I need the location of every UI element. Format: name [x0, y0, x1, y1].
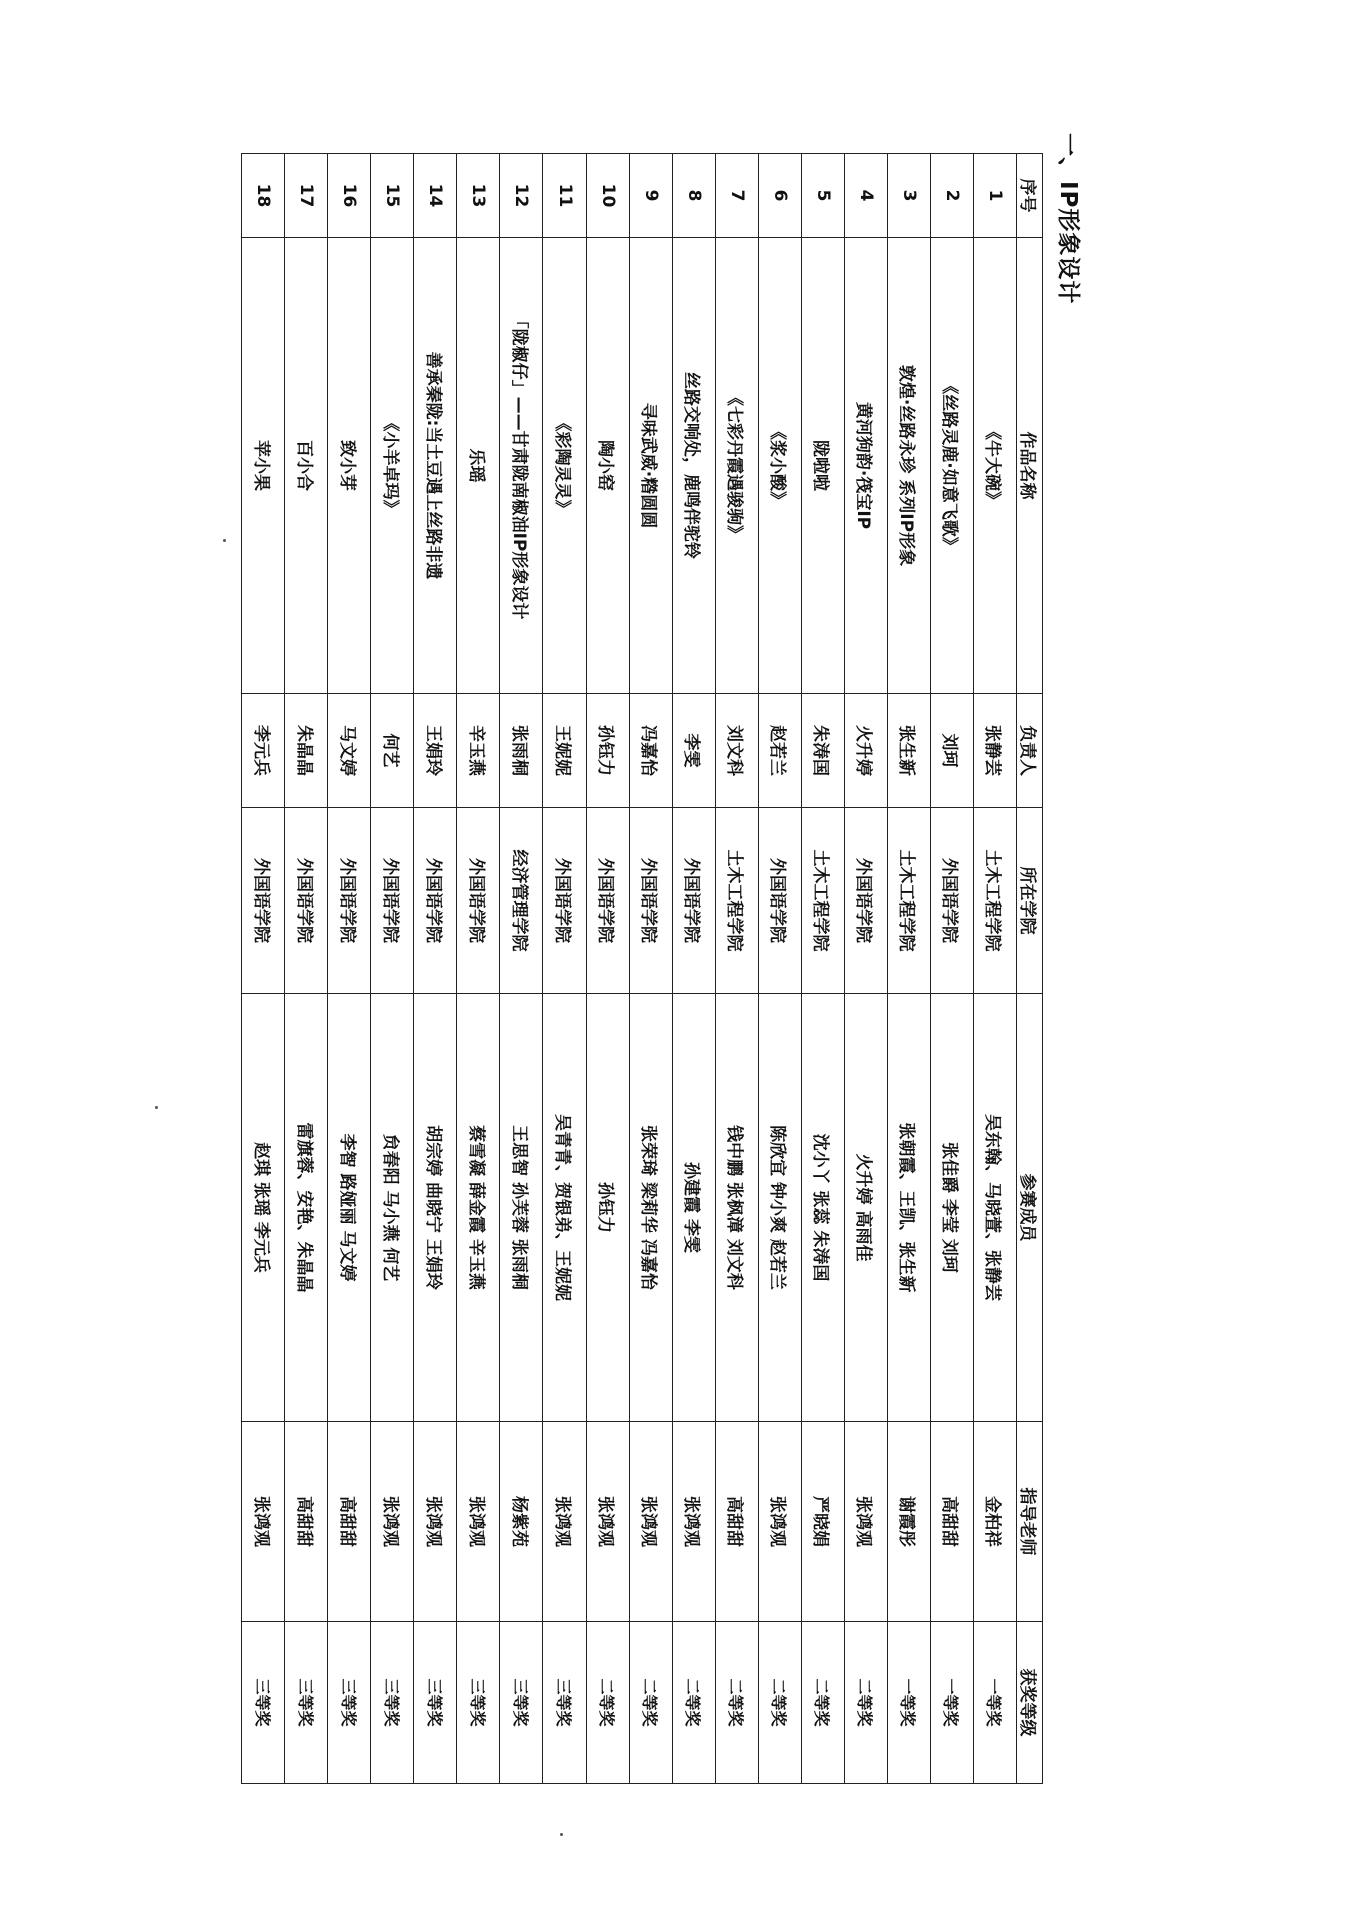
award-cell: 三等奖	[328, 1622, 371, 1784]
work-title-cell: 黄河狗韵·筏宝IP	[844, 238, 887, 694]
work-title-cell: 《七彩丹霞遇骏驹》	[715, 238, 758, 694]
members-cell: 雷旗蓉、安艳、朱晶晶	[285, 994, 328, 1422]
advisor-cell: 高甜甜	[715, 1422, 758, 1622]
index-cell: 12	[500, 154, 543, 238]
leader-cell: 刘文科	[715, 694, 758, 808]
scan-speck	[223, 539, 226, 542]
leader-cell: 朱涛国	[801, 694, 844, 808]
leader-cell: 王妮妮	[543, 694, 586, 808]
table-row	[973, 154, 1016, 1784]
leader-cell: 何艺	[371, 694, 414, 808]
leader-cell: 张静芸	[973, 694, 1016, 808]
college-cell: 外国语学院	[242, 808, 285, 994]
work-title-cell: 百小合	[285, 238, 328, 694]
header-cell-award: 获奖等级	[1017, 1622, 1043, 1784]
college-cell: 外国语学院	[586, 808, 629, 994]
index-cell: 14	[414, 154, 457, 238]
members-cell: 李智 路娅丽 马文婷	[328, 994, 371, 1422]
header-cell-index: 序号	[1017, 154, 1043, 238]
leader-cell: 李雯	[672, 694, 715, 808]
leader-cell: 赵若兰	[758, 694, 801, 808]
table-row	[672, 154, 715, 1784]
table-row	[457, 154, 500, 1784]
award-cell: 三等奖	[371, 1622, 414, 1784]
work-title-cell: 《彩陶灵灵》	[543, 238, 586, 694]
rotated-content	[239, 133, 1091, 1783]
header-cell-work-title: 作品名称	[1017, 238, 1043, 694]
leader-cell: 火升婷	[844, 694, 887, 808]
header-cell-advisor: 指导老师	[1017, 1422, 1043, 1622]
index-cell: 13	[457, 154, 500, 238]
college-cell: 外国语学院	[285, 808, 328, 994]
table-header-row	[1017, 154, 1043, 1784]
members-cell: 蔡雪凝 薛金霞 辛玉燕	[457, 994, 500, 1422]
table-row	[844, 154, 887, 1784]
index-cell: 1	[973, 154, 1016, 238]
members-cell: 吴青青、贺银弟、王妮妮	[543, 994, 586, 1422]
work-title-cell: 苹小果	[242, 238, 285, 694]
award-cell: 一等奖	[973, 1622, 1016, 1784]
work-title-cell: 敦煌·丝路永珍 系列IP形象	[887, 238, 930, 694]
college-cell: 土木工程学院	[715, 808, 758, 994]
table-row	[285, 154, 328, 1784]
award-cell: 一等奖	[887, 1622, 930, 1784]
work-title-cell: 善承秦陇:当土豆遇上丝路非遗	[414, 238, 457, 694]
table-row	[328, 154, 371, 1784]
award-cell: 二等奖	[586, 1622, 629, 1784]
members-cell: 火升婷 高雨佳	[844, 994, 887, 1422]
table-row	[500, 154, 543, 1784]
advisor-cell: 张鸿观	[414, 1422, 457, 1622]
college-cell: 外国语学院	[672, 808, 715, 994]
members-cell: 张佳爵 李莹 刘珂	[930, 994, 973, 1422]
work-title-cell: 《牛大碗》	[973, 238, 1016, 694]
leader-cell: 冯嘉怡	[629, 694, 672, 808]
header-cell-leader: 负责人	[1017, 694, 1043, 808]
table-body	[242, 154, 1017, 1784]
advisor-cell: 金柏祥	[973, 1422, 1016, 1622]
index-cell: 7	[715, 154, 758, 238]
index-cell: 2	[930, 154, 973, 238]
advisor-cell: 张鸿观	[758, 1422, 801, 1622]
table-row	[371, 154, 414, 1784]
members-cell: 张朝霞、王凯、张生新	[887, 994, 930, 1422]
table-row	[930, 154, 973, 1784]
advisor-cell: 张鸿观	[844, 1422, 887, 1622]
members-cell: 王思智 孙芙蓉 张雨桐	[500, 994, 543, 1422]
advisor-cell: 张鸿观	[371, 1422, 414, 1622]
index-cell: 10	[586, 154, 629, 238]
index-cell: 6	[758, 154, 801, 238]
leader-cell: 李元兵	[242, 694, 285, 808]
advisor-cell: 高甜甜	[285, 1422, 328, 1622]
work-title-cell: 「陇椒仔」——甘肃陇南椒油IP形象设计	[500, 238, 543, 694]
index-cell: 5	[801, 154, 844, 238]
work-title-cell: 陇啦啦	[801, 238, 844, 694]
award-cell: 三等奖	[285, 1622, 328, 1784]
table-row	[715, 154, 758, 1784]
work-title-cell: 乐瑶	[457, 238, 500, 694]
college-cell: 外国语学院	[371, 808, 414, 994]
college-cell: 外国语学院	[844, 808, 887, 994]
awards-table	[241, 153, 1043, 1784]
college-cell: 外国语学院	[930, 808, 973, 994]
index-cell: 16	[328, 154, 371, 238]
work-title-cell: 寻味武威·糌圆圆	[629, 238, 672, 694]
members-cell: 胡宗婷 曲晓宁 王娟玲	[414, 994, 457, 1422]
advisor-cell: 杨紫苑	[500, 1422, 543, 1622]
work-title-cell: 致小芽	[328, 238, 371, 694]
leader-cell: 朱晶晶	[285, 694, 328, 808]
college-cell: 土木工程学院	[801, 808, 844, 994]
index-cell: 11	[543, 154, 586, 238]
scan-speck	[560, 1833, 563, 1836]
work-title-cell: 丝路交响处，鹿鸣伴驼铃	[672, 238, 715, 694]
award-cell: 二等奖	[672, 1622, 715, 1784]
section-title: 一、IP形象设计	[1055, 133, 1081, 305]
advisor-cell: 高甜甜	[328, 1422, 371, 1622]
table-row	[543, 154, 586, 1784]
leader-cell: 孙钰力	[586, 694, 629, 808]
members-cell: 陈欣宜 钟小爽 赵若兰	[758, 994, 801, 1422]
work-title-cell: 《小羊卓玛》	[371, 238, 414, 694]
index-cell: 3	[887, 154, 930, 238]
award-cell: 二等奖	[629, 1622, 672, 1784]
table-row	[629, 154, 672, 1784]
college-cell: 外国语学院	[457, 808, 500, 994]
advisor-cell: 高甜甜	[930, 1422, 973, 1622]
leader-cell: 张雨桐	[500, 694, 543, 808]
members-cell: 钱中鹏 张枫漳 刘文科	[715, 994, 758, 1422]
leader-cell: 刘珂	[930, 694, 973, 808]
table-row	[801, 154, 844, 1784]
college-cell: 外国语学院	[543, 808, 586, 994]
members-cell: 赵琪 张瑶 李元兵	[242, 994, 285, 1422]
index-cell: 18	[242, 154, 285, 238]
table-row	[758, 154, 801, 1784]
table-row	[242, 154, 285, 1784]
advisor-cell: 张鸿观	[586, 1422, 629, 1622]
advisor-cell: 张鸿观	[242, 1422, 285, 1622]
table-row	[414, 154, 457, 1784]
advisor-cell: 谢霞彤	[887, 1422, 930, 1622]
award-cell: 一等奖	[930, 1622, 973, 1784]
scan-speck	[155, 1106, 158, 1109]
members-cell: 孙钰力	[586, 994, 629, 1422]
college-cell: 土木工程学院	[973, 808, 1016, 994]
advisor-cell: 张鸿观	[629, 1422, 672, 1622]
members-cell: 孙建霞 李雯	[672, 994, 715, 1422]
index-cell: 15	[371, 154, 414, 238]
college-cell: 外国语学院	[328, 808, 371, 994]
award-cell: 三等奖	[242, 1622, 285, 1784]
award-cell: 二等奖	[715, 1622, 758, 1784]
table-row	[887, 154, 930, 1784]
members-cell: 张荣琦 梁莉华 冯嘉怡	[629, 994, 672, 1422]
index-cell: 17	[285, 154, 328, 238]
award-cell: 二等奖	[801, 1622, 844, 1784]
college-cell: 外国语学院	[414, 808, 457, 994]
award-cell: 二等奖	[844, 1622, 887, 1784]
members-cell: 贠春阳 马小燕 何艺	[371, 994, 414, 1422]
members-cell: 沈小丫 张蕊 朱涛国	[801, 994, 844, 1422]
header-cell-college: 所在学院	[1017, 808, 1043, 994]
college-cell: 经济管理学院	[500, 808, 543, 994]
advisor-cell: 严晓娟	[801, 1422, 844, 1622]
work-title-cell: 《浆小酸》	[758, 238, 801, 694]
advisor-cell: 张鸿观	[543, 1422, 586, 1622]
work-title-cell: 陶小窑	[586, 238, 629, 694]
leader-cell: 王娟玲	[414, 694, 457, 808]
members-cell: 吴东翰、马晓萱、张静芸	[973, 994, 1016, 1422]
award-cell: 三等奖	[457, 1622, 500, 1784]
leader-cell: 辛玉燕	[457, 694, 500, 808]
table-row	[586, 154, 629, 1784]
award-cell: 二等奖	[758, 1622, 801, 1784]
index-cell: 9	[629, 154, 672, 238]
college-cell: 外国语学院	[758, 808, 801, 994]
advisor-cell: 张鸿观	[672, 1422, 715, 1622]
award-cell: 三等奖	[414, 1622, 457, 1784]
header-cell-members: 参赛成员	[1017, 994, 1043, 1422]
leader-cell: 马文婷	[328, 694, 371, 808]
award-cell: 三等奖	[543, 1622, 586, 1784]
award-cell: 三等奖	[500, 1622, 543, 1784]
index-cell: 8	[672, 154, 715, 238]
college-cell: 土木工程学院	[887, 808, 930, 994]
index-cell: 4	[844, 154, 887, 238]
advisor-cell: 张鸿观	[457, 1422, 500, 1622]
work-title-cell: 《丝路灵鹿·如意飞歌》	[930, 238, 973, 694]
leader-cell: 张生新	[887, 694, 930, 808]
college-cell: 外国语学院	[629, 808, 672, 994]
